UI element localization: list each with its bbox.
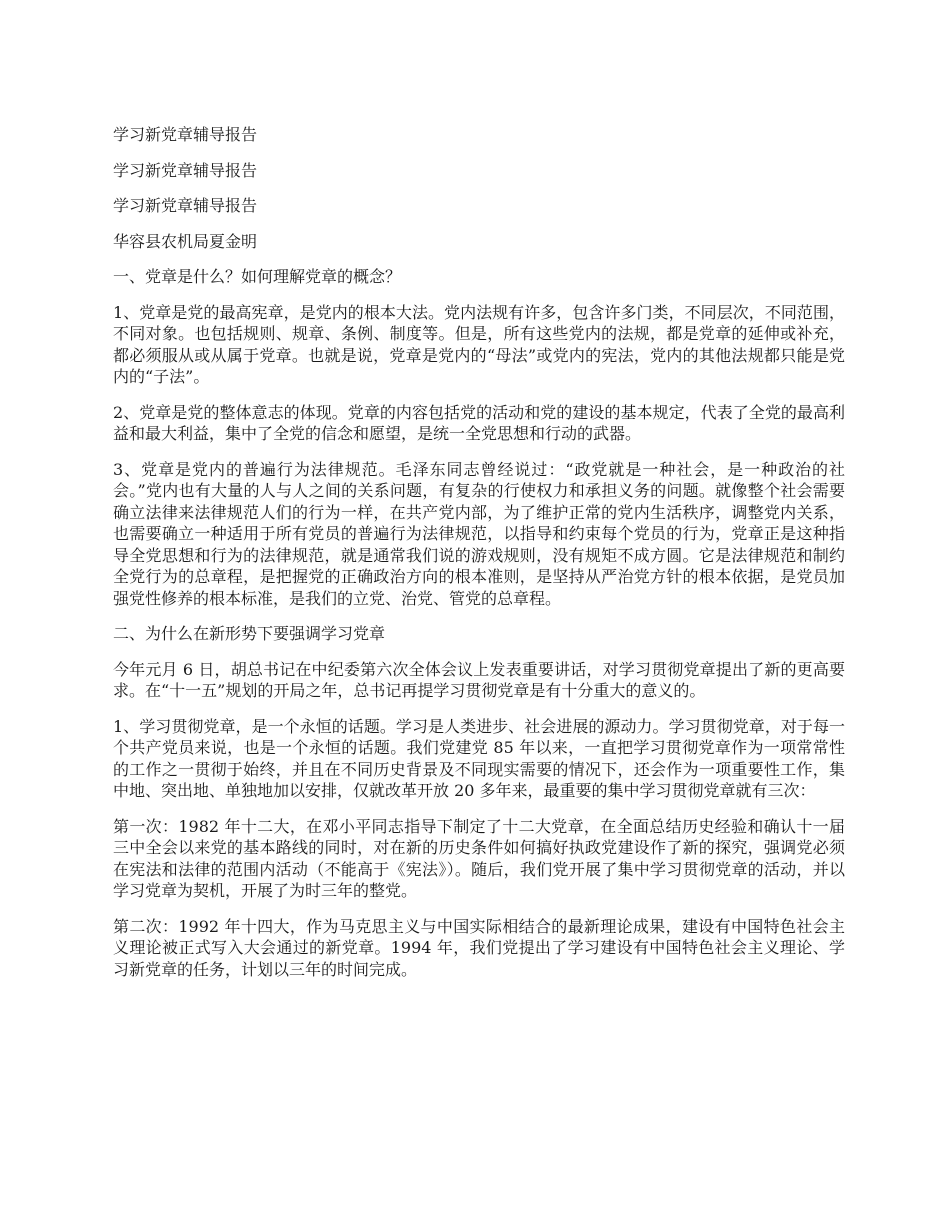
section-2-paragraph-1: 今年元月 6 日，胡总书记在中纪委第六次全体会议上发表重要讲话，对学习贯彻党章提出了新的更高要求。在“十一五”规划的开局之年，总书记再提学习贯彻党章是有十分重大的意义的。 [113, 659, 845, 700]
document-title-line-1: 学习新党章辅导报告 [113, 125, 258, 144]
section-1-paragraph-2: 2、党章是党的整体意志的体现。党章的内容包括党的活动和党的建设的基本规定，代表了全党的最高利益和最大利益，集中了全党的信念和愿望，是统一全党思想和行动的武器。 [113, 402, 845, 443]
section-2-paragraph-3: 第一次：1982 年十二大，在邓小平同志指导下制定了十二大党章，在全面总结历史经验和确认十一届三中全会以来党的基本路线的同时，对在新的历史条件如何搞好执政党建设作了新的探究，强调党必须在宪法和法律的范围内活动（不能高于《宪法》）。随后，我们党开展了集中学习贯彻党章的活动，并以学习党章为契机，开展了为时三年的整党。 [113, 816, 845, 900]
document-author: 华容县农机局夏金明 [113, 231, 258, 251]
section-2-heading: 二、为什么在新形势下要强调学习党章 [113, 624, 386, 643]
section-1-paragraph-3: 3、党章是党内的普遍行为法律规范。毛泽东同志曾经说过：“政党就是一种社会，是一种政治的社会。”党内也有大量的人与人之间的关系问题，有复杂的行使权力和承担义务的问题。就像整个社会需要确立法律来法律规范人们的行为一样，在共产党内部，为了维护正常的党内生活秩序，调整党内关系，也需要确立一种适用于所有党员的普遍行为法律规范，以指导和约束每个党员的行为，党章正是这种指导全党思想和行为的法律规范，就是通常我们说的游戏规则，没有规矩不成方圆。它是法律规范和制约全党行为的总章程，是把握党的正确政治方向的根本准则，是坚持从严治党方针的根本依据，是党员加强党性修养的根本标准，是我们的立党、治党、管党的总章程。 [113, 459, 845, 608]
section-1-heading: 一、党章是什么？如何理解党章的概念？ [113, 267, 402, 286]
document-title-line-2: 学习新党章辅导报告 [113, 160, 258, 180]
section-1-paragraph-1: 1、党章是党的最高宪章，是党内的根本大法。党内法规有许多，包含许多门类，不同层次，不同范围，不同对象。也包括规则、规章、条例、制度等。但是，所有这些党内的法规，都是党章的延伸或补充，都必须服从或从属于党章。也就是说，党章是党内的“母法”或党内的宪法，党内的其他法规都只能是党内的“子法”。 [113, 302, 845, 386]
document-body [113, 124, 845, 994]
section-2-paragraph-4: 第二次：1992 年十四大，作为马克思主义与中国实际相结合的最新理论成果，建设有中国特色社会主义理论被正式写入大会通过的新党章。1994 年，我们党提出了学习建设有中国特色社会主义理论、学习新党章的任务，计划以三年的时间完成。 [113, 916, 845, 979]
document-title-line-3: 学习新党章辅导报告 [113, 196, 258, 215]
section-2-paragraph-2: 1、学习贯彻党章，是一个永恒的话题。学习是人类进步、社会进展的源动力。学习贯彻党章，对于每一个共产党员来说，也是一个永恒的话题。我们党建党 85 年以来，一直把学习贯彻党章作为一项常常性的工作之一贯彻于始终，并且在不同历史背景及不同现实需要的情况下，还会作为一项重要性工作，集中地、突出地、单独地加以安排，仅就改革开放 20 多年来，最重要的集中学习贯彻党章就有三次： [113, 716, 845, 800]
